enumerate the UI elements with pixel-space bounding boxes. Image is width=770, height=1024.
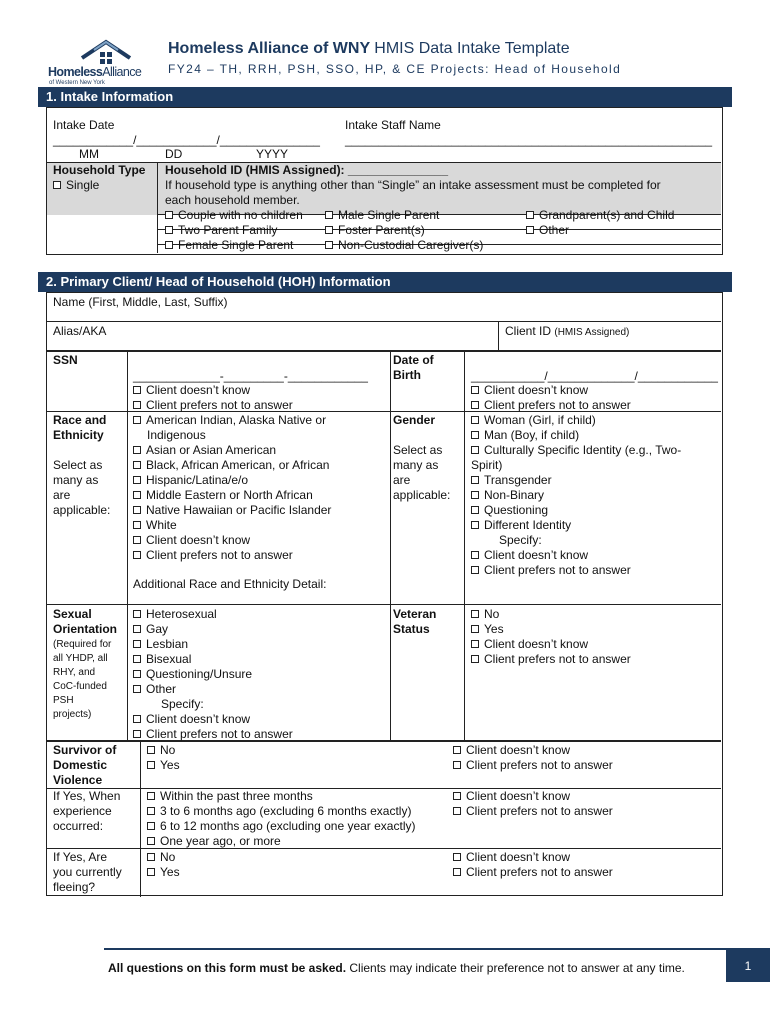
select-note: applicable: [53, 503, 111, 517]
form-title: Homeless Alliance of WNY HMIS Data Intake Template [168, 40, 570, 57]
gender-option[interactable]: Different Identity [471, 518, 571, 533]
checkbox[interactable] [526, 226, 534, 234]
footer-note: All questions on this form must be asked. Clients may indicate their preference not to answer at any time. [108, 961, 685, 975]
hoh-information-table [46, 292, 723, 896]
veteran-ptna-option[interactable]: Client prefers not to answer [471, 652, 631, 667]
so-option[interactable]: Questioning/Unsure [133, 667, 252, 682]
dv-label-3: Violence [53, 773, 103, 787]
so-option[interactable]: Bisexual [133, 652, 191, 667]
checkbox[interactable] [147, 868, 155, 876]
so-note: CoC-funded [53, 681, 107, 692]
checkbox[interactable] [133, 551, 141, 559]
checkbox[interactable] [133, 715, 141, 723]
checkbox[interactable] [133, 506, 141, 514]
checkbox[interactable] [53, 181, 61, 189]
dv-ptna-option[interactable]: Client prefers not to answer [453, 758, 613, 773]
dv-no-option[interactable]: No [147, 743, 175, 758]
household-type-option[interactable]: Grandparent(s) and Child [526, 208, 674, 223]
single-option[interactable]: Single [53, 178, 99, 193]
race-option[interactable]: American Indian, Alaska Native or [133, 413, 326, 428]
fleeing-label-3: fleeing? [53, 880, 96, 894]
checkbox[interactable] [147, 746, 155, 754]
checkbox[interactable] [165, 226, 173, 234]
sexual-orientation-label: Sexual [53, 607, 92, 621]
intake-staff-field[interactable]: _______________________________________________________ [345, 133, 713, 147]
checkbox[interactable] [471, 506, 479, 514]
checkbox[interactable] [133, 386, 141, 394]
fleeing-label-2: you currently [53, 865, 122, 879]
gender-option[interactable]: Man (Boy, if child) [471, 428, 579, 443]
checkbox[interactable] [147, 807, 155, 815]
household-type-label: Household Type [53, 163, 146, 177]
checkbox[interactable] [133, 670, 141, 678]
page-number: 1 [726, 950, 770, 982]
name-label: Name (First, Middle, Last, Suffix) [53, 295, 228, 309]
footer-rule [104, 948, 770, 950]
ssn-label: SSN [53, 353, 78, 367]
veteran-yes-option[interactable]: Yes [471, 622, 504, 637]
checkbox[interactable] [147, 822, 155, 830]
checkbox[interactable] [471, 610, 479, 618]
so-option[interactable]: Lesbian [133, 637, 188, 652]
checkbox[interactable] [471, 431, 479, 439]
gender-option[interactable]: Transgender [471, 473, 552, 488]
household-type-option[interactable]: Non-Custodial Caregiver(s) [325, 238, 483, 253]
checkbox[interactable] [133, 640, 141, 648]
race-option[interactable]: Asian or Asian American [133, 443, 276, 458]
checkbox[interactable] [147, 792, 155, 800]
race-label: Race and [53, 413, 107, 427]
checkbox[interactable] [471, 416, 479, 424]
household-type-option[interactable]: Other [526, 223, 569, 238]
checkbox[interactable] [165, 241, 173, 249]
svg-text:of Western New York: of Western New York [49, 80, 105, 86]
race-option[interactable]: Middle Eastern or North African [133, 488, 313, 503]
household-type-option[interactable]: Two Parent Family [165, 223, 277, 238]
household-type-option[interactable]: Foster Parent(s) [325, 223, 425, 238]
race-label-2: Ethnicity [53, 428, 104, 442]
ssn-ptna-option[interactable]: Client prefers not to answer [133, 398, 293, 413]
checkbox[interactable] [471, 566, 479, 574]
so-option[interactable]: Other [133, 682, 176, 697]
household-type-option[interactable]: Female Single Parent [165, 238, 293, 253]
gender-option[interactable]: Woman (Girl, if child) [471, 413, 596, 428]
select-note: Select as [393, 443, 443, 457]
checkbox[interactable] [471, 640, 479, 648]
intake-information-table [46, 107, 723, 255]
form-subtitle: FY24 – TH, RRH, PSH, SSO, HP, & CE Projects: Head of Household [168, 62, 622, 76]
dob-field[interactable]: ___________/_____________/____________ [471, 369, 718, 383]
select-note: are [393, 473, 411, 487]
when-ptna-option[interactable]: Client prefers not to answer [453, 804, 613, 819]
so-dk-option[interactable]: Client doesn’t know [133, 712, 250, 727]
gender-specify-label: Specify: [499, 533, 542, 547]
intake-date-field[interactable]: ____________/____________/_______________ [53, 133, 320, 147]
sexual-orientation-label-2: Orientation [53, 622, 118, 636]
gender-dk-option[interactable]: Client doesn’t know [471, 548, 588, 563]
gender-option-cont: Spirit) [471, 458, 503, 472]
when-option[interactable]: 3 to 6 months ago (excluding 6 months exactly) [147, 804, 411, 819]
race-option[interactable]: Native Hawaiian or Pacific Islander [133, 503, 331, 518]
select-note: Select as [53, 458, 103, 472]
checkbox[interactable] [471, 446, 479, 454]
when-label: If Yes, When [53, 789, 121, 803]
section-2-heading: 2. Primary Client/ Head of Household (HOH) Information [38, 272, 732, 292]
select-note: applicable: [393, 488, 451, 502]
veteran-dk-option[interactable]: Client doesn’t know [471, 637, 588, 652]
so-note: projects) [53, 709, 92, 720]
checkbox[interactable] [471, 625, 479, 633]
household-note-2: each household member. [165, 193, 300, 207]
household-note: If household type is anything other than “Single” an intake assessment must be completed for [165, 178, 661, 192]
when-label-3: occurred: [53, 819, 104, 833]
so-option[interactable]: Heterosexual [133, 607, 217, 622]
dd-label: DD [165, 147, 183, 161]
ssn-dk-option[interactable]: Client doesn’t know [133, 383, 250, 398]
household-type-option[interactable]: Male Single Parent [325, 208, 439, 223]
checkbox[interactable] [453, 746, 461, 754]
mm-label: MM [79, 147, 99, 161]
race-option-cont: Indigenous [147, 428, 206, 442]
checkbox[interactable] [133, 446, 141, 454]
fleeing-yes-option[interactable]: Yes [147, 865, 180, 880]
checkbox[interactable] [526, 211, 534, 219]
checkbox[interactable] [325, 226, 333, 234]
intake-staff-label: Intake Staff Name [345, 118, 441, 132]
dob-ptna-option[interactable]: Client prefers not to answer [471, 398, 631, 413]
svg-text:HomelessAlliance: HomelessAlliance [48, 65, 142, 79]
fleeing-no-option[interactable]: No [147, 850, 175, 865]
checkbox[interactable] [325, 241, 333, 249]
checkbox[interactable] [325, 211, 333, 219]
so-option[interactable]: Gay [133, 622, 168, 637]
checkbox[interactable] [453, 853, 461, 861]
so-note: RHY, and [53, 667, 96, 678]
checkbox[interactable] [453, 868, 461, 876]
dv-yes-option[interactable]: Yes [147, 758, 180, 773]
dv-label-2: Domestic [53, 758, 108, 772]
race-dk-option[interactable]: Client doesn’t know [133, 533, 250, 548]
intake-date-label: Intake Date [53, 118, 115, 132]
checkbox[interactable] [147, 853, 155, 861]
race-option[interactable]: Hispanic/Latina/e/o [133, 473, 248, 488]
checkbox[interactable] [133, 491, 141, 499]
checkbox[interactable] [471, 386, 479, 394]
dv-label: Survivor of [53, 743, 117, 757]
checkbox[interactable] [133, 416, 141, 424]
client-id-label: Client ID (HMIS Assigned) [505, 324, 630, 338]
checkbox[interactable] [165, 211, 173, 219]
fleeing-dk-option[interactable]: Client doesn’t know [453, 850, 570, 865]
checkbox[interactable] [471, 551, 479, 559]
so-note: (Required for [53, 639, 112, 650]
fleeing-label: If Yes, Are [53, 850, 108, 864]
checkbox[interactable] [133, 401, 141, 409]
so-note: PSH [53, 695, 74, 706]
when-dk-option[interactable]: Client doesn’t know [453, 789, 570, 804]
checkbox[interactable] [453, 792, 461, 800]
checkbox[interactable] [471, 401, 479, 409]
race-detail-label: Additional Race and Ethnicity Detail: [133, 577, 327, 591]
race-option[interactable]: Black, African American, or African [133, 458, 329, 473]
so-specify-label: Specify: [161, 697, 204, 711]
checkbox[interactable] [453, 807, 461, 815]
alias-label: Alias/AKA [53, 324, 107, 338]
select-note: many as [53, 473, 99, 487]
so-ptna-option[interactable]: Client prefers not to answer [133, 727, 293, 742]
checkbox[interactable] [133, 461, 141, 469]
gender-option[interactable]: Non-Binary [471, 488, 544, 503]
veteran-no-option[interactable]: No [471, 607, 499, 622]
dob-label: Date of [393, 353, 434, 367]
checkbox[interactable] [133, 521, 141, 529]
so-note: all YHDP, all [53, 653, 108, 664]
homeless-alliance-logo [44, 38, 156, 86]
gender-option[interactable]: Culturally Specific Identity (e.g., Two- [471, 443, 681, 458]
checkbox[interactable] [133, 476, 141, 484]
checkbox[interactable] [471, 521, 479, 529]
gender-label: Gender [393, 413, 436, 427]
section-1-heading: 1. Intake Information [38, 87, 732, 107]
checkbox[interactable] [133, 655, 141, 663]
gender-option[interactable]: Questioning [471, 503, 548, 518]
veteran-label-2: Status [393, 622, 430, 636]
checkbox[interactable] [453, 761, 461, 769]
checkbox[interactable] [147, 761, 155, 769]
checkbox[interactable] [471, 491, 479, 499]
checkbox[interactable] [133, 610, 141, 618]
checkbox[interactable] [133, 685, 141, 693]
dob-dk-option[interactable]: Client doesn’t know [471, 383, 588, 398]
when-option[interactable]: Within the past three months [147, 789, 313, 804]
when-option[interactable]: 6 to 12 months ago (excluding one year exactly) [147, 819, 415, 834]
ssn-field[interactable]: _____________-_________-____________ [133, 369, 368, 383]
checkbox[interactable] [133, 730, 141, 738]
when-option[interactable]: One year ago, or more [147, 834, 281, 849]
checkbox[interactable] [133, 536, 141, 544]
gender-ptna-option[interactable]: Client prefers not to answer [471, 563, 631, 578]
checkbox[interactable] [133, 625, 141, 633]
household-id-label: Household ID (HMIS Assigned): _______________ [165, 163, 448, 177]
yyyy-label: YYYY [256, 147, 289, 161]
dv-dk-option[interactable]: Client doesn’t know [453, 743, 570, 758]
dob-label-2: Birth [393, 368, 421, 382]
select-note: many as [393, 458, 439, 472]
checkbox[interactable] [147, 837, 155, 845]
race-ptna-option[interactable]: Client prefers not to answer [133, 548, 293, 563]
when-label-2: experience [53, 804, 112, 818]
select-note: are [53, 488, 71, 502]
race-option[interactable]: White [133, 518, 177, 533]
household-type-option[interactable]: Couple with no children [165, 208, 303, 223]
checkbox[interactable] [471, 476, 479, 484]
checkbox[interactable] [471, 655, 479, 663]
fleeing-ptna-option[interactable]: Client prefers not to answer [453, 865, 613, 880]
veteran-label: Veteran [393, 607, 437, 621]
